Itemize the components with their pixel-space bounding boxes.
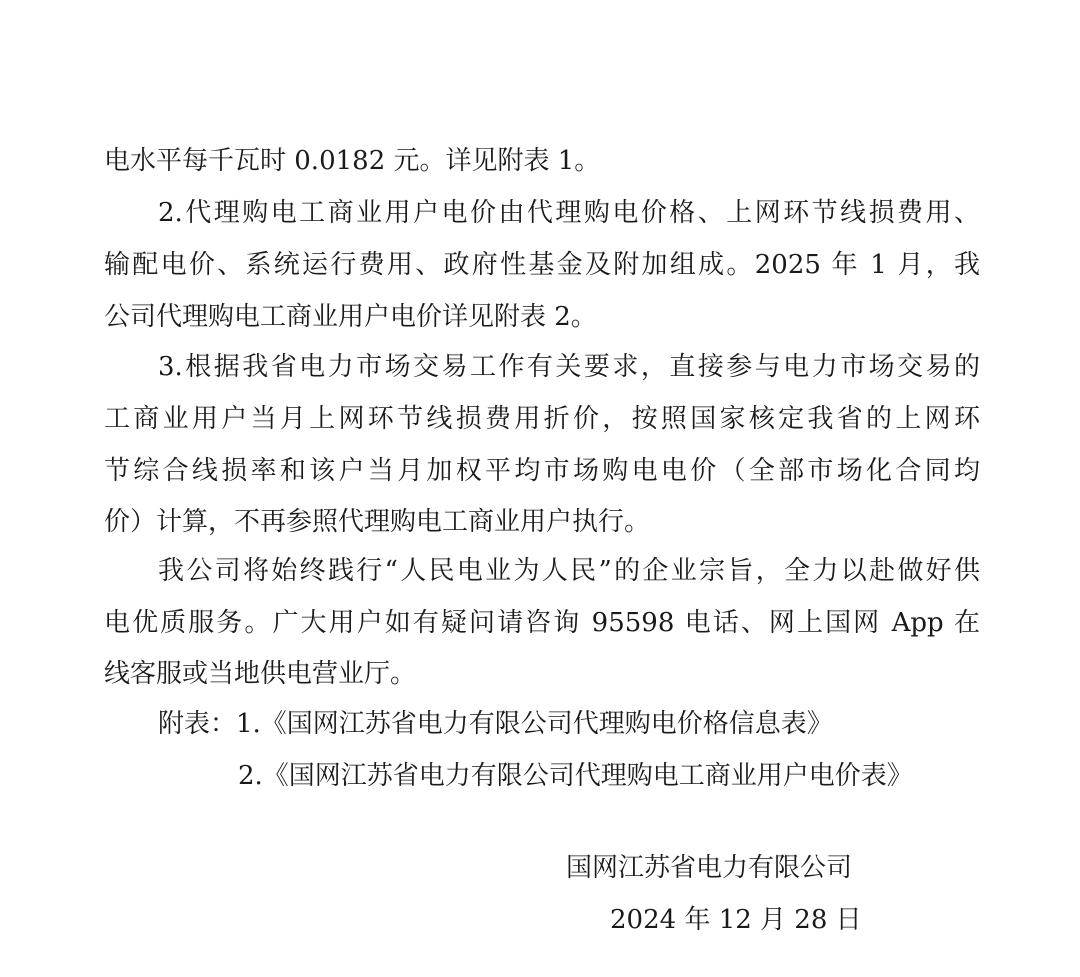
body-line-11: 线客服或当地供电营业厅。 xyxy=(104,659,417,689)
body-line-3: 输配电价、系统运行费用、政府性基金及附加组成。2025 年 1 月，我 xyxy=(104,250,980,280)
body-line-5: 3.根据我省电力市场交易工作有关要求，直接参与电力市场交易的 xyxy=(158,352,980,382)
attachment-line-2: 2.《国网江苏省电力有限公司代理购电工商业用户电价表》 xyxy=(238,761,913,791)
body-line-7: 节综合线损率和该户当月加权平均市场购电电价（全部市场化合同均 xyxy=(104,456,980,486)
body-line-4: 公司代理购电工商业用户电价详见附表 2。 xyxy=(104,302,597,332)
signature-company: 国网江苏省电力有限公司 xyxy=(566,853,853,883)
body-line-8: 价）计算，不再参照代理购电工商业用户执行。 xyxy=(104,507,651,537)
attachment-line-1: 附表：1.《国网江苏省电力有限公司代理购电价格信息表》 xyxy=(158,709,833,739)
signature-date: 2024 年 12 月 28 日 xyxy=(610,905,862,935)
body-line-6: 工商业用户当月上网环节线损费用折价，按照国家核定我省的上网环 xyxy=(104,404,980,434)
body-line-10: 电优质服务。广大用户如有疑问请咨询 95598 电话、网上国网 App 在 xyxy=(104,608,980,638)
body-line-9: 我公司将始终践行“人民电业为人民”的企业宗旨，全力以赴做好供 xyxy=(158,556,980,586)
body-line-2: 2.代理购电工商业用户电价由代理购电价格、上网环节线损费用、 xyxy=(158,198,980,228)
body-line-1: 电水平每千瓦时 0.0182 元。详见附表 1。 xyxy=(104,146,601,176)
